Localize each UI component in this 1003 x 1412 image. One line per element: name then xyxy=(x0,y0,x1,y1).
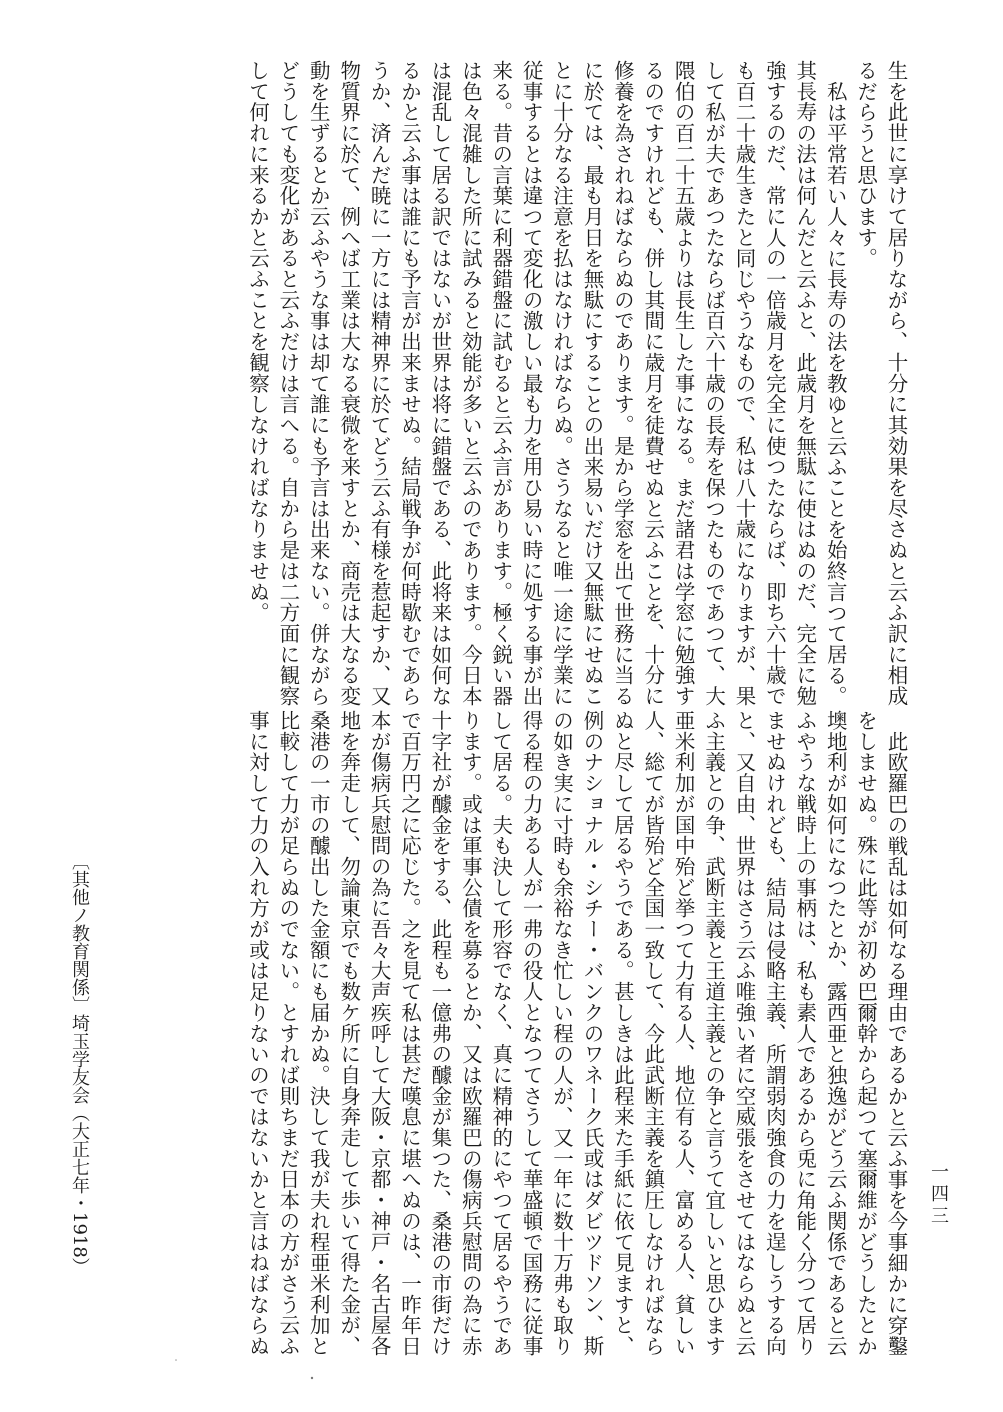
text-line: 得る程の力ある人が一弗の役人となつてさうして華盛頓で国務に従事 xyxy=(519,710,544,1357)
text-line: 来る。昔の言葉に利器錯盤に試むると云ふ言があります。極く鋭い器 xyxy=(488,60,513,707)
text-line: 墺地利が如何になつたとか、露西亜と独逸がどう云ふ関係であると云 xyxy=(823,710,848,1357)
scan-speck xyxy=(311,1377,313,1379)
text-line: 人、総てが皆殆ど全国一致して、今此武断主義を鎮圧しなければなら xyxy=(640,710,665,1357)
text-line: ります。或は軍事公債を募るとか、又は欧羅巴の傷病兵慰問の為に赤 xyxy=(458,710,483,1357)
text-line: るだらうと思ひます。 xyxy=(853,60,878,269)
text-line: 動を生ずるとか云ふやうな事は却て誰にも予言は出来ない。併ながら xyxy=(306,60,331,707)
text-line: 物質界に於て、例へば工業は大なる衰微を来すとか、商売は大なる変 xyxy=(336,60,361,707)
text-line: うか、済んだ暁に一方には精神界に於てどう云ふ有様を惹起すか、又 xyxy=(367,60,392,707)
text-line: 比較して力が足らぬのでない。とすれば則ちまだ日本の方がさう云ふ xyxy=(275,710,300,1357)
text-line: 強するのだ、常に人の一倍歳月を完全に使つたならば、即ち六十歳で xyxy=(762,60,787,707)
text-line: 亜米利加が国中殆ど挙つて力有る人、地位有る人、富める人、貧しい xyxy=(671,710,696,1357)
text-line: 桑港の一市の醵出した金額にも届かぬ。決して我が夫れ程亜米利加と xyxy=(306,710,331,1357)
text-line: 生を此世に享けて居りながら、十分に其効果を尽さぬと云ふ訳に相成 xyxy=(884,60,908,707)
text-line: ませぬけれども、結局は侵略主義、所謂弱肉強食の力を逞しうする向 xyxy=(762,710,787,1357)
footer-source: 埼玉学友会 xyxy=(69,1014,90,1104)
text-line: をしませぬ。殊に此等が初め巴爾幹から起つて塞爾維がどうしたとか xyxy=(853,710,878,1357)
text-line: は色々混雑した所に試みると効能が多いと云ふのであります。今日本 xyxy=(458,60,483,707)
text-line: 修養を為されねばならぬのであります。是から学窓を出て世務に当る xyxy=(610,60,635,707)
footer-date: （大正七年・1918） xyxy=(69,1104,90,1276)
text-line: どうしても変化があると云ふだけは言へる。自から是は二方面に観察 xyxy=(275,60,300,707)
text-line: と、又自由、世界はさう云ふ唯強い者に空威張をさせてはならぬと云 xyxy=(731,710,756,1357)
text-line: 私は平常若い人々に長寿の法を教ゆと云ふことを始終言つて居る。 xyxy=(823,80,848,706)
text-line: 本が傷病兵慰問の為に吾々大声疾呼して大阪・京都・神戸・名古屋各 xyxy=(367,710,392,1357)
text-line: ふやうな戦時上の事柄は、私も素人であるから兎に角能く分つて居り xyxy=(792,710,817,1357)
text-line: に於ては、最も月日を無駄にすることの出来易いだけ又無駄にせぬこ xyxy=(579,60,604,707)
page-number: 一四三 xyxy=(928,1162,949,1228)
lower-text-section xyxy=(111,710,911,1357)
footer-category: 〔其他ノ教育関係〕 xyxy=(69,852,90,1014)
text-line: も百二十歳生きたと同じやうなもので、私は八十歳になりますが、果 xyxy=(731,60,756,707)
text-line: 例のナショナル・シチー・バンクのワネーク氏或はダビツドソン、斯 xyxy=(579,710,604,1357)
text-line: して居る。夫も決して形容でなく、真に精神的にやつて居るやうであ xyxy=(488,710,513,1357)
text-line: 其長寿の法は何んだと云ふと、此歳月を無駄に使はぬのだ、完全に勉 xyxy=(792,60,817,707)
text-line: とに十分なる注意を払はなければならぬ。さうなると唯一途に学業に xyxy=(549,60,574,707)
text-line: 事に対して力の入れ方が或は足りないのではないかと言はねばならぬ xyxy=(245,710,270,1357)
text-line: 地を奔走して、勿論東京でも数ケ所に自身奔走して歩いて得た金が、 xyxy=(336,710,361,1357)
text-line: して何れに来るかと云ふことを観察しなければなりませぬ。 xyxy=(245,60,270,623)
text-line: は混乱して居る訳ではないが世界は将に錯盤である、此将来は如何な xyxy=(427,60,452,707)
upper-text-section xyxy=(141,60,911,707)
text-line: 従事するとは違つて変化の激しい最も力を用ひ易い時に処する事が出 xyxy=(519,60,544,707)
scan-speck xyxy=(175,1359,177,1361)
text-line: 十字社が醵金をする、此程も一億弗の醵金が集つた、桑港の市街だけ xyxy=(427,710,452,1357)
text-line: ふ主義との争、武断主義と王道主義との争と言うて宜しいと思ひます xyxy=(701,710,726,1357)
text-line: るのですけれども、併し其間に歳月を徒費せぬと云ふことを、十分に xyxy=(640,60,665,707)
text-line: の如き実に寸時も余裕なき忙しい程の人が、又一年に数十万弗も取り xyxy=(549,710,574,1357)
text-line: で百万円之に応じた。之を見て私は甚だ嘆息に堪へぬのは、一昨年日 xyxy=(397,710,422,1357)
text-line: るかと云ふ事は誰にも予言が出来ませぬ。結局戦争が何時歇むであら xyxy=(397,60,422,707)
text-line: ぬと尽して居るやうである。甚しきは此程来た手紙に依て見ますと、 xyxy=(610,710,635,1357)
text-line: 隈伯の百二十五歳よりは長生した事になる。まだ諸君は学窓に勉強す xyxy=(671,60,696,707)
text-line: 此欧羅巴の戦乱は如何なる理由であるかと云ふ事を今事細かに穿鑿 xyxy=(884,730,908,1356)
text-line: して私が夫であつたならば百六十歳の長寿を保つたものであつて、大 xyxy=(701,60,726,707)
running-footer xyxy=(52,852,92,1276)
